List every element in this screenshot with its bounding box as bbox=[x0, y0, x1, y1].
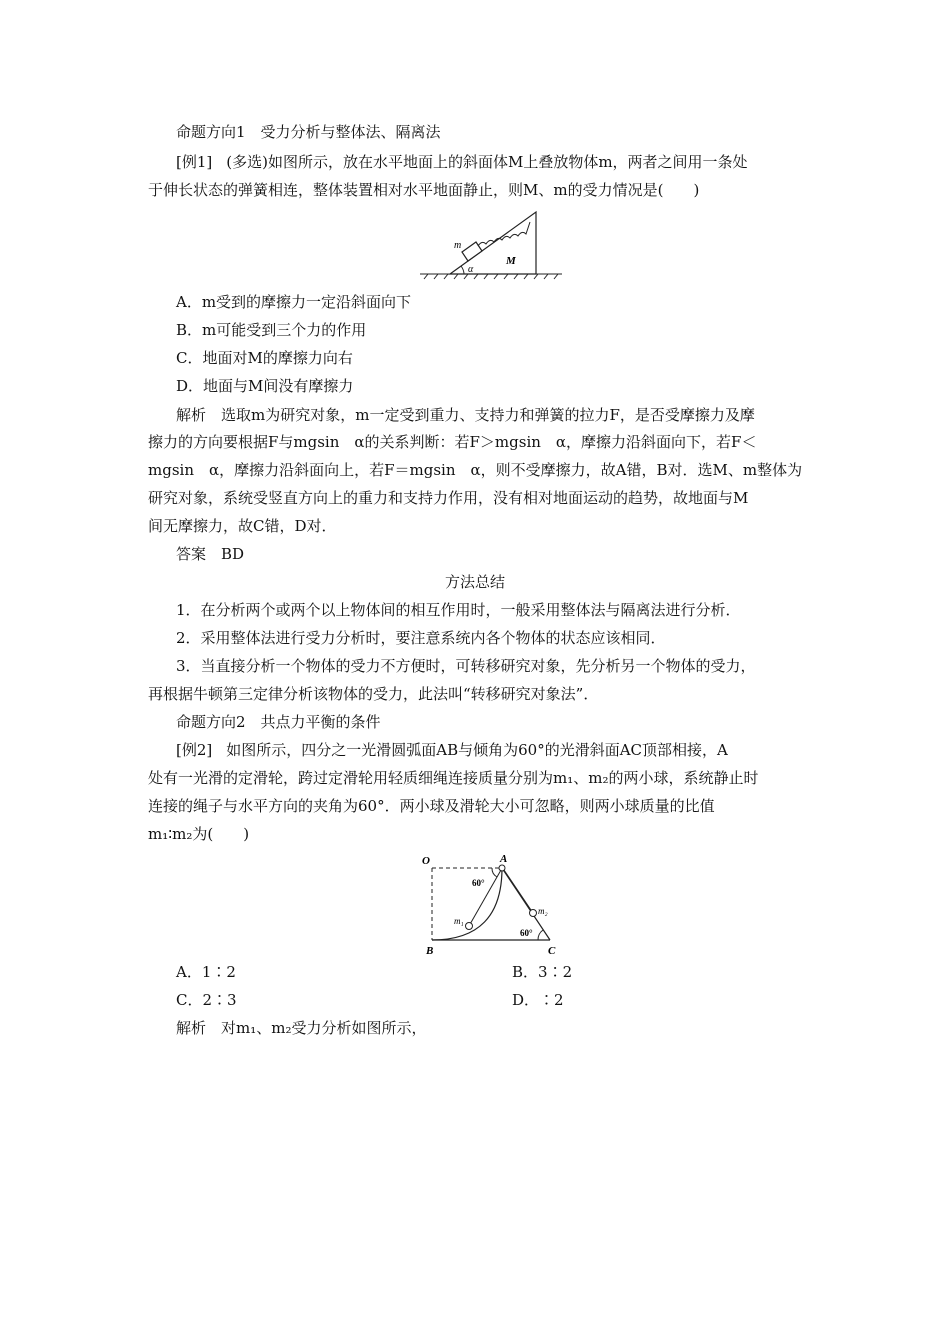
example2-option-b: B．3∶2 bbox=[512, 963, 573, 981]
example1-analysis-line5: 间无摩擦力，故C错，D对． bbox=[148, 517, 337, 535]
example2-option-d: D．∶2 bbox=[512, 991, 564, 1009]
example1-analysis-line3: mgsin α，摩擦力沿斜面向上，若F＝mgsin α，则不受摩擦力，故A错，B对．选M、m整体为 bbox=[148, 461, 803, 479]
example2-option-a: A．1∶2 bbox=[176, 963, 236, 981]
summary-item-3-cont: 再根据牛顿第三定律分析该物体的受力，此法叫“转移研究对象法”． bbox=[148, 685, 599, 703]
example1-option-a: A．m受到的摩擦力一定沿斜面向下 bbox=[176, 293, 412, 311]
example1-stem-line2: 于伸长状态的弹簧相连，整体装置相对水平地面静止，则M、m的受力情况是( ) bbox=[148, 181, 700, 199]
label-C: C bbox=[548, 945, 556, 957]
label-m2: m₂ bbox=[538, 906, 548, 916]
string-m2 bbox=[504, 870, 533, 913]
arc-incline-figure bbox=[420, 850, 570, 960]
example1-option-b: B．m可能受到三个力的作用 bbox=[176, 321, 367, 339]
label-A: A bbox=[500, 853, 508, 865]
example1-option-c: C．地面对M的摩擦力向右 bbox=[176, 349, 353, 367]
example1-tag: [例1] bbox=[176, 153, 213, 171]
section2-heading: 命题方向2 共点力平衡的条件 bbox=[176, 713, 381, 731]
incline-figure bbox=[412, 204, 572, 284]
example1-analysis-line4: 研究对象，系统受竖直方向上的重力和支持力作用，没有相对地面运动的趋势，故地面与M bbox=[148, 489, 749, 507]
example2-option-c: C．2∶3 bbox=[176, 991, 237, 1009]
label-angle-bottom: 60° bbox=[520, 928, 533, 938]
label-m: m bbox=[454, 240, 462, 251]
example1-stem-text1: (多选)如图所示，放在水平地面上的斜面体M上叠放物体m，两者之间用一条处 bbox=[226, 153, 748, 171]
example2-stem-text1: 如图所示，四分之一光滑圆弧面AB与倾角为60°的光滑斜面AC顶部相接，A bbox=[226, 741, 728, 759]
example1-analysis-line1: 解析 选取m为研究对象，m一定受到重力、支持力和弹簧的拉力F，是否受摩擦力及摩 bbox=[176, 406, 755, 424]
label-angle-top: 60° bbox=[472, 878, 485, 888]
example1-option-d: D．地面与M间没有摩擦力 bbox=[176, 377, 354, 395]
example2-analysis: 解析 对m₁、m₂受力分析如图所示， bbox=[176, 1019, 427, 1037]
ball-m1 bbox=[466, 923, 473, 930]
label-B: B bbox=[426, 945, 434, 957]
summary-item-1: 1．在分析两个或两个以上物体间的相互作用时，一般采用整体法与隔离法进行分析． bbox=[176, 601, 741, 619]
ball-m2 bbox=[530, 910, 537, 917]
ground-hatch bbox=[420, 274, 562, 279]
example1-analysis-line2: 擦力的方向要根据F与mgsin α的关系判断：若F＞mgsin α，摩擦力沿斜面向下，若F＜ bbox=[148, 433, 757, 451]
example2-stem-line3: 连接的绳子与水平方向的夹角为60°．两小球及滑轮大小可忽略，则两小球质量的比值 bbox=[148, 797, 715, 815]
angle-arc bbox=[461, 266, 464, 274]
label-alpha: α bbox=[468, 264, 474, 275]
label-m1: m₁ bbox=[454, 916, 464, 926]
summary-item-2: 2．采用整体法进行受力分析时，要注意系统内各个物体的状态应该相同． bbox=[176, 629, 666, 647]
spring bbox=[478, 222, 530, 246]
label-O: O bbox=[422, 855, 430, 867]
angle-arc-top bbox=[492, 868, 497, 877]
summary-title: 方法总结 bbox=[444, 573, 505, 591]
summary-item-3: 3．当直接分析一个物体的受力不方便时，可转移研究对象，先分析另一个物体的受力， bbox=[176, 657, 756, 675]
incline-body bbox=[450, 212, 536, 274]
example2-stem-line1 bbox=[176, 740, 728, 760]
example2-tag: [例2] bbox=[176, 741, 213, 759]
section1-heading: 命题方向1 受力分析与整体法、隔离法 bbox=[176, 123, 441, 141]
example2-stem-line4: m₁∶m₂为( ) bbox=[148, 825, 250, 843]
example1-stem-line1 bbox=[176, 152, 748, 172]
label-M: M bbox=[506, 255, 516, 267]
example2-stem-line2: 处有一光滑的定滑轮，跨过定滑轮用轻质细绳连接质量分别为m₁、m₂的两小球，系统静止时 bbox=[148, 769, 759, 787]
angle-arc-bottom bbox=[538, 930, 543, 940]
example1-answer: 答案 BD bbox=[176, 545, 245, 563]
